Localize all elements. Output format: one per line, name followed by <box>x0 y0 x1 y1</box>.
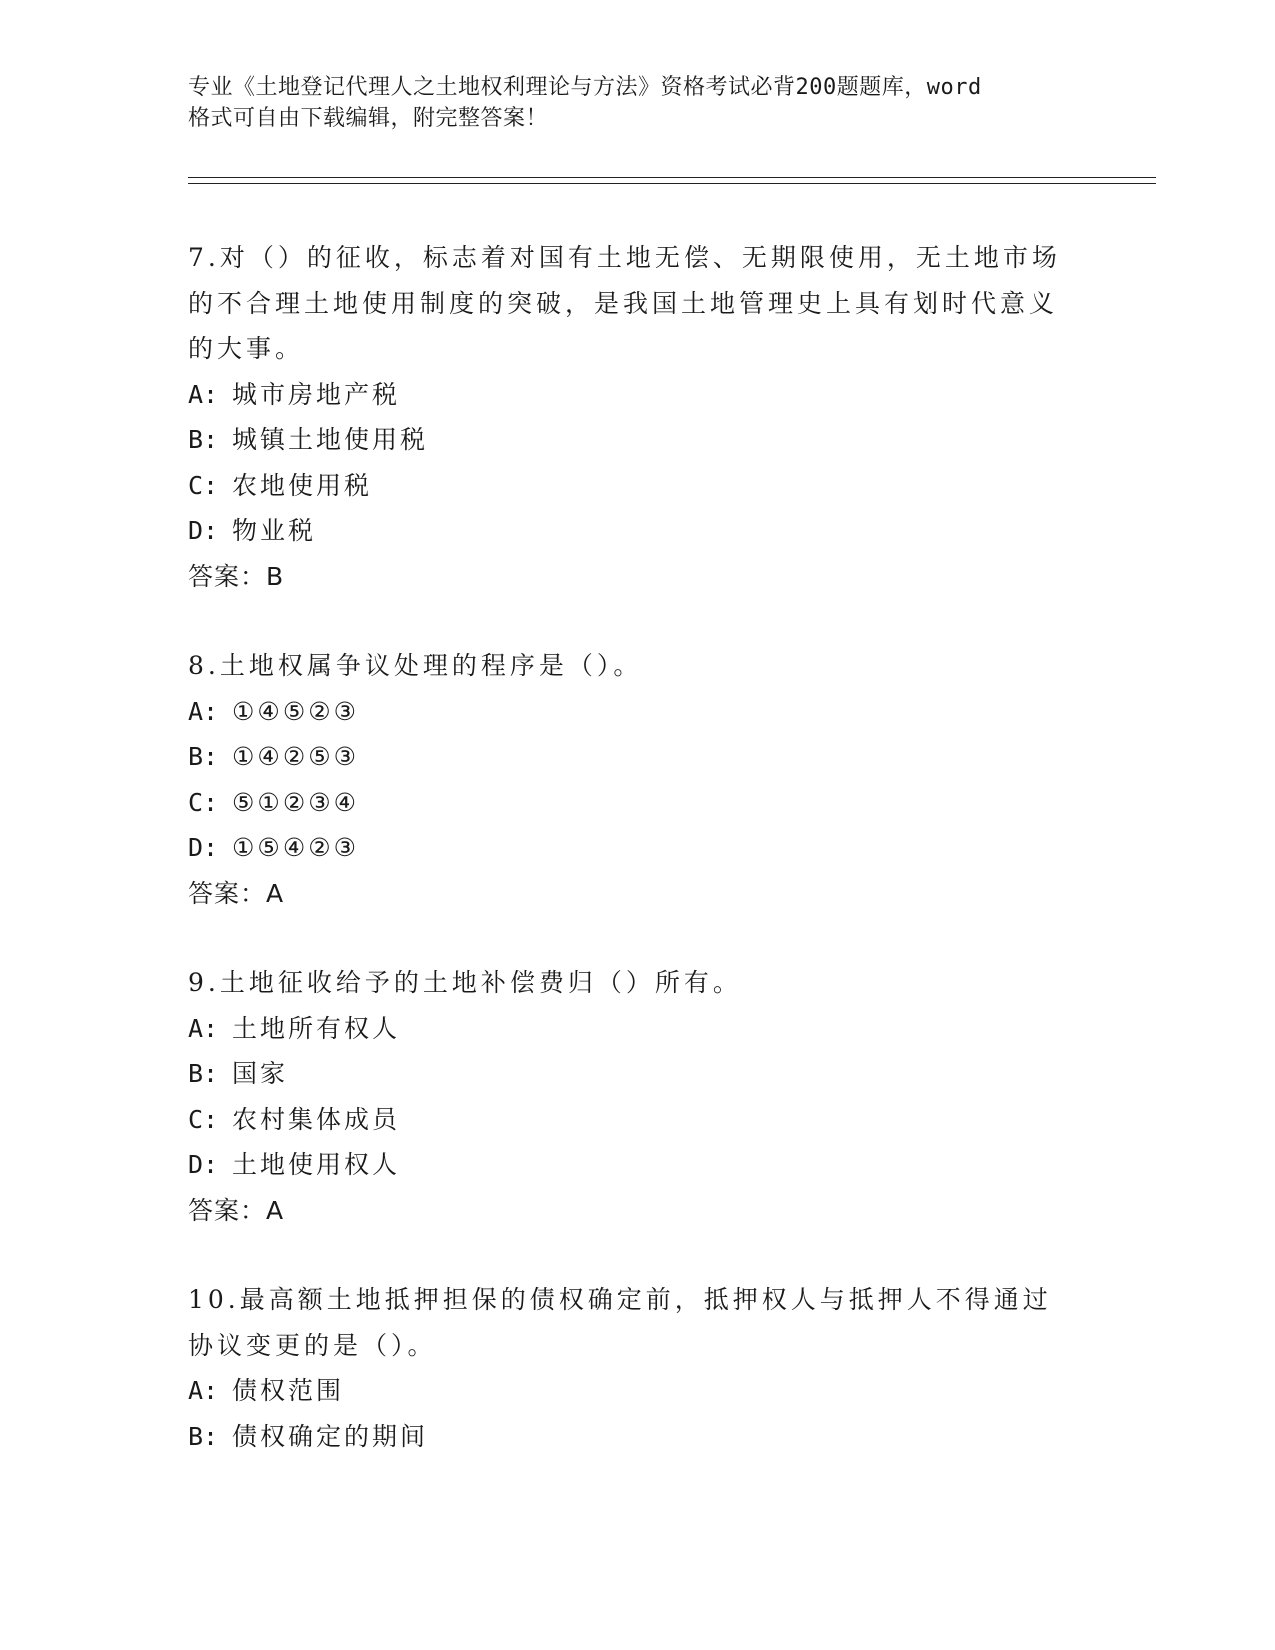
question-9 <box>188 960 1088 1233</box>
option-b <box>188 1414 1088 1460</box>
option-text: ①④⑤②③ <box>232 696 360 726</box>
option-key: D: <box>188 833 219 862</box>
option-key: B: <box>188 1059 219 1088</box>
option-text: 债权范围 <box>232 1376 345 1405</box>
question-text: 8.土地权属争议处理的程序是（）。 <box>188 651 643 680</box>
option-key: A: <box>188 696 219 726</box>
option-text: ①④②⑤③ <box>232 742 360 771</box>
option-text: 农地使用税 <box>232 470 373 500</box>
option-text: 城镇土地使用税 <box>232 425 429 454</box>
option-d <box>188 825 1088 871</box>
option-b <box>188 417 1088 463</box>
option-key: D: <box>188 516 219 545</box>
option-text: 国家 <box>232 1059 289 1088</box>
option-key: B: <box>188 742 219 771</box>
answer-line: 答案：A <box>188 1195 285 1225</box>
question-10 <box>188 1277 1088 1459</box>
option-text: 土地使用权人 <box>232 1150 401 1179</box>
question-text: 9.土地征收给予的土地补偿费归（）所有。 <box>188 968 742 997</box>
question-text: 10.最高额土地抵押担保的债权确定前，抵押权人与抵押人不得通过协议变更的是（）。 <box>188 1285 1052 1360</box>
option-key: B: <box>188 1421 219 1451</box>
option-c <box>188 780 1088 826</box>
option-a <box>188 372 1088 418</box>
answer-line: 答案：B <box>188 561 285 591</box>
option-text: ⑤①②③④ <box>232 787 360 817</box>
option-d <box>188 1142 1088 1188</box>
option-text: 城市房地产税 <box>232 379 401 409</box>
option-text: 物业税 <box>232 516 317 545</box>
question-8 <box>188 643 1088 916</box>
option-key: A: <box>188 1013 219 1043</box>
option-b <box>188 734 1088 780</box>
question-list <box>188 235 1088 1503</box>
document-header <box>188 72 1068 134</box>
option-b <box>188 1051 1088 1097</box>
option-a <box>188 689 1088 735</box>
option-text: ①⑤④②③ <box>232 833 360 862</box>
option-text: 债权确定的期间 <box>232 1421 429 1451</box>
option-a <box>188 1006 1088 1052</box>
option-key: C: <box>188 470 219 500</box>
option-key: A: <box>188 379 219 409</box>
option-key: C: <box>188 1104 219 1134</box>
option-key: C: <box>188 787 219 817</box>
option-text: 农村集体成员 <box>232 1104 401 1134</box>
header-divider-top <box>188 177 1156 178</box>
option-key: B: <box>188 425 219 454</box>
option-text: 土地所有权人 <box>232 1013 401 1043</box>
header-title-line-2: 格式可自由下载编辑，附完整答案！ <box>188 106 549 131</box>
option-key: D: <box>188 1150 219 1179</box>
header-title-line-1: 专业《土地登记代理人之土地权利理论与方法》资格考试必背200题题库，word <box>188 75 982 100</box>
option-a <box>188 1368 1088 1414</box>
option-d <box>188 508 1088 554</box>
header-divider-bottom <box>188 183 1156 184</box>
option-c <box>188 463 1088 509</box>
question-text: 7.对（）的征收，标志着对国有土地无偿、无期限使用，无土地市场的不合理土地使用制度的突破，是我国土地管理史上具有划时代意义的大事。 <box>188 243 1061 363</box>
answer-line: 答案：A <box>188 878 285 908</box>
option-key: A: <box>188 1376 219 1405</box>
question-7 <box>188 235 1088 599</box>
option-c <box>188 1097 1088 1143</box>
